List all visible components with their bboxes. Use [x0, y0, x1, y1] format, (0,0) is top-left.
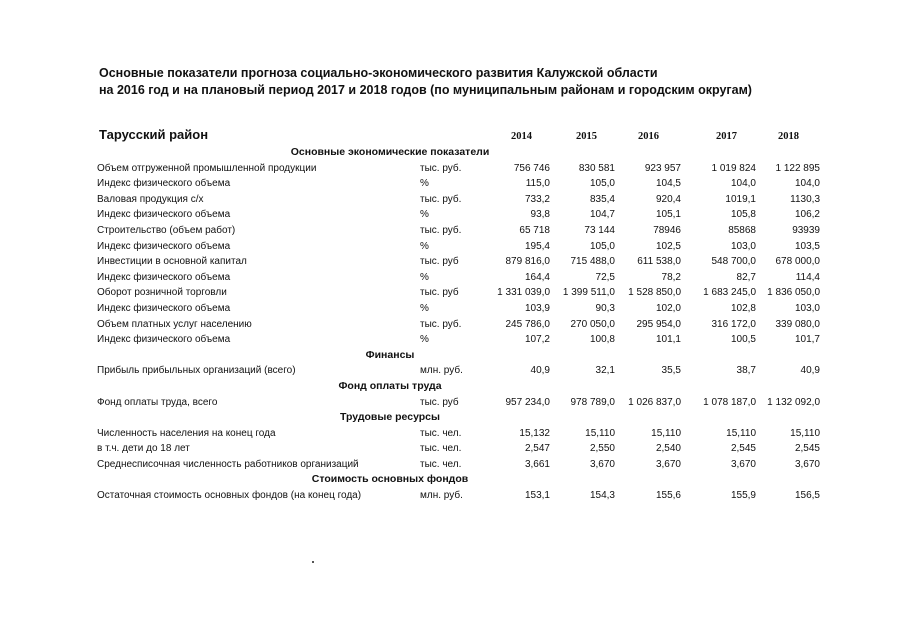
unit-cell: тыс. чел.	[420, 427, 462, 439]
value-cell: 15,110	[790, 427, 820, 439]
indicator-label: в т.ч. дети до 18 лет	[97, 443, 190, 455]
indicator-label: Строительство (объем работ)	[97, 224, 236, 236]
value-cell: 1130,3	[790, 193, 820, 205]
unit-cell: тыс. чел.	[420, 443, 462, 455]
section-title: Стоимость основных фондов	[311, 473, 469, 486]
value-cell: 93,8	[530, 209, 550, 221]
value-cell: 195,4	[524, 240, 550, 252]
indicator-label: Объем платных услуг населению	[97, 318, 252, 330]
document-title	[99, 65, 752, 99]
indicator-label: Индекс физического объема	[97, 302, 231, 314]
indicator-table	[0, 145, 905, 504]
unit-cell: %	[420, 178, 429, 190]
value-cell: 78,2	[661, 271, 681, 283]
section-title: Фонд оплаты труда	[338, 379, 442, 392]
value-cell: 156,5	[794, 490, 820, 502]
value-cell: 3,670	[730, 458, 756, 470]
table-row	[0, 301, 905, 317]
value-cell: 35,5	[661, 365, 681, 377]
value-cell: 90,3	[595, 302, 615, 314]
table-row	[0, 395, 905, 411]
section-title: Трудовые ресурсы	[339, 411, 440, 424]
value-cell: 733,2	[524, 193, 550, 205]
table-row	[0, 207, 905, 223]
value-cell: 104,0	[730, 178, 756, 190]
value-cell: 295 954,0	[636, 318, 681, 330]
value-cell: 102,0	[655, 302, 681, 314]
value-cell: 245 786,0	[505, 318, 550, 330]
unit-cell: тыс. руб.	[420, 193, 462, 205]
year-col-5: 2018	[778, 131, 799, 142]
value-cell: 103,5	[794, 240, 820, 252]
region-name: Тарусский район	[99, 127, 209, 142]
value-cell: 155,6	[655, 490, 681, 502]
indicator-label: Индекс физического объема	[97, 240, 231, 252]
value-cell: 78946	[653, 224, 681, 236]
section-heading	[0, 472, 905, 488]
value-cell: 105,8	[730, 209, 756, 221]
value-cell: 270 050,0	[570, 318, 615, 330]
value-cell: 82,7	[736, 271, 756, 283]
value-cell: 548 700,0	[711, 256, 756, 268]
value-cell: 85868	[728, 224, 756, 236]
table-row	[0, 317, 905, 333]
table-row	[0, 488, 905, 504]
table-row	[0, 285, 905, 301]
value-cell: 105,0	[589, 178, 615, 190]
indicator-label: Среднесписочная численность работников организаций	[97, 458, 359, 470]
value-cell: 73 144	[584, 224, 615, 236]
value-cell: 15,110	[651, 427, 681, 439]
value-cell: 153,1	[524, 490, 550, 502]
indicator-label: Валовая продукция с/х	[97, 193, 204, 205]
table-row	[0, 363, 905, 379]
value-cell: 2,540	[655, 443, 681, 455]
value-cell: 830 581	[578, 162, 615, 174]
value-cell: 923 957	[644, 162, 681, 174]
value-cell: 103,0	[730, 240, 756, 252]
section-heading	[0, 410, 905, 426]
value-cell: 715 488,0	[570, 256, 615, 268]
value-cell: 38,7	[736, 365, 756, 377]
unit-cell: %	[420, 302, 429, 314]
value-cell: 107,2	[524, 334, 550, 346]
value-cell: 15,110	[585, 427, 615, 439]
value-cell: 920,4	[655, 193, 681, 205]
unit-cell: тыс. руб.	[420, 318, 462, 330]
value-cell: 1 132 092,0	[767, 396, 820, 408]
unit-cell: тыс. руб.	[420, 162, 462, 174]
table-row	[0, 441, 905, 457]
table-row	[0, 192, 905, 208]
value-cell: 103,0	[794, 302, 820, 314]
unit-cell: %	[420, 334, 429, 346]
stray-dot	[312, 561, 314, 563]
value-cell: 1 019 824	[711, 162, 756, 174]
value-cell: 1 026 837,0	[628, 396, 681, 408]
value-cell: 2,547	[524, 443, 550, 455]
unit-cell: тыс. руб	[420, 287, 459, 299]
value-cell: 316 172,0	[711, 318, 756, 330]
indicator-label: Численность населения на конец года	[97, 427, 276, 439]
year-col-4: 2017	[716, 131, 737, 142]
value-cell: 100,8	[589, 334, 615, 346]
value-cell: 103,9	[524, 302, 550, 314]
value-cell: 1 122 895	[775, 162, 820, 174]
value-cell: 104,5	[655, 178, 681, 190]
value-cell: 32,1	[595, 365, 615, 377]
indicator-label: Индекс физического объема	[97, 209, 231, 221]
value-cell: 155,9	[730, 490, 756, 502]
table-row	[0, 426, 905, 442]
value-cell: 102,5	[655, 240, 681, 252]
section-title: Финансы	[365, 348, 415, 361]
title-line-2: на 2016 год и на плановый период 2017 и 2018 годов (по муниципальным районам и городским округам)	[99, 83, 752, 97]
unit-cell: тыс. чел.	[420, 458, 462, 470]
value-cell: 1 399 511,0	[562, 287, 615, 299]
value-cell: 102,8	[730, 302, 756, 314]
value-cell: 15,110	[726, 427, 756, 439]
value-cell: 105,0	[589, 240, 615, 252]
unit-cell: %	[420, 271, 429, 283]
year-col-1: 2014	[511, 131, 532, 142]
indicator-label: Остаточная стоимость основных фондов (на конец года)	[97, 490, 362, 502]
value-cell: 40,9	[530, 365, 550, 377]
value-cell: 93939	[792, 224, 820, 236]
indicator-label: Индекс физического объема	[97, 271, 231, 283]
value-cell: 2,545	[794, 443, 820, 455]
section-heading	[0, 348, 905, 364]
value-cell: 101,1	[655, 334, 681, 346]
value-cell: 164,4	[524, 271, 550, 283]
value-cell: 3,661	[524, 458, 550, 470]
value-cell: 72,5	[595, 271, 615, 283]
value-cell: 100,5	[730, 334, 756, 346]
value-cell: 879 816,0	[505, 256, 550, 268]
value-cell: 104,0	[794, 178, 820, 190]
unit-cell: млн. руб.	[420, 490, 463, 502]
table-row	[0, 223, 905, 239]
value-cell: 1 836 050,0	[767, 287, 820, 299]
value-cell: 835,4	[589, 193, 615, 205]
value-cell: 115,0	[525, 178, 550, 190]
unit-cell: млн. руб.	[420, 365, 463, 377]
unit-cell: тыс. руб	[420, 396, 459, 408]
unit-cell: тыс. руб	[420, 256, 459, 268]
value-cell: 611 538,0	[637, 256, 681, 268]
unit-cell: тыс. руб.	[420, 224, 462, 236]
table-row	[0, 239, 905, 255]
value-cell: 106,2	[794, 209, 820, 221]
value-cell: 65 718	[519, 224, 550, 236]
table-row	[0, 270, 905, 286]
value-cell: 2,545	[730, 443, 756, 455]
indicator-label: Индекс физического объема	[97, 178, 231, 190]
value-cell: 2,550	[589, 443, 615, 455]
value-cell: 154,3	[589, 490, 615, 502]
indicator-label: Прибыль прибыльных организаций (всего)	[97, 365, 296, 377]
title-line-1: Основные показатели прогноза социально-экономического развития Калужской области	[99, 66, 658, 80]
value-cell: 1019,1	[725, 193, 756, 205]
value-cell: 1 331 039,0	[497, 287, 550, 299]
indicator-label: Объем отгруженной промышленной продукции	[97, 162, 317, 174]
value-cell: 3,670	[589, 458, 615, 470]
value-cell: 756 746	[513, 162, 550, 174]
unit-cell: %	[420, 240, 429, 252]
table-row	[0, 176, 905, 192]
value-cell: 40,9	[800, 365, 820, 377]
value-cell: 15,132	[519, 427, 550, 439]
indicator-label: Фонд оплаты труда, всего	[97, 396, 218, 408]
table-row	[0, 332, 905, 348]
section-heading	[0, 379, 905, 395]
year-col-3: 2016	[638, 131, 659, 142]
value-cell: 104,7	[589, 209, 615, 221]
section-heading	[0, 145, 905, 161]
indicator-label: Инвестиции в основной капитал	[97, 256, 247, 268]
value-cell: 1 078 187,0	[703, 396, 756, 408]
table-row	[0, 161, 905, 177]
year-col-2: 2015	[576, 131, 597, 142]
value-cell: 957 234,0	[505, 396, 550, 408]
value-cell: 978 789,0	[570, 396, 615, 408]
value-cell: 1 528 850,0	[628, 287, 681, 299]
unit-cell: %	[420, 209, 429, 221]
value-cell: 3,670	[794, 458, 820, 470]
value-cell: 105,1	[655, 209, 681, 221]
table-row	[0, 457, 905, 473]
value-cell: 114,4	[795, 271, 820, 283]
value-cell: 678 000,0	[775, 256, 820, 268]
section-title: Основные экономические показатели	[290, 146, 490, 158]
table-row	[0, 254, 905, 270]
value-cell: 101,7	[794, 334, 820, 346]
value-cell: 3,670	[655, 458, 681, 470]
value-cell: 339 080,0	[775, 318, 820, 330]
indicator-label: Оборот розничной торговли	[97, 287, 227, 299]
value-cell: 1 683 245,0	[703, 287, 756, 299]
indicator-label: Индекс физического объема	[97, 334, 231, 346]
